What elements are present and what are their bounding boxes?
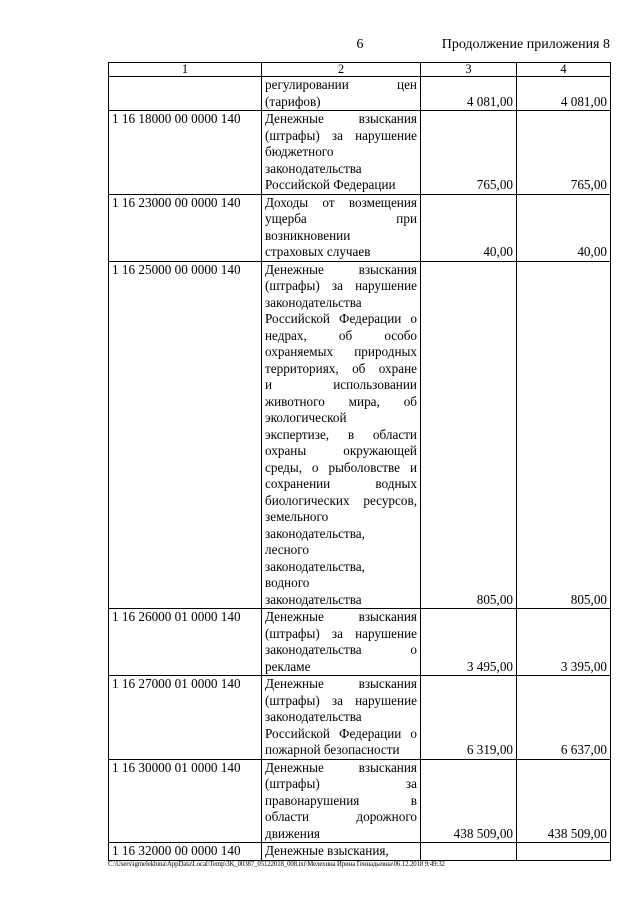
- amount-col4-cell: 438 509,00: [517, 759, 611, 843]
- description-line: экологической: [265, 410, 347, 425]
- table-row: [109, 77, 611, 111]
- amount-col3-cell: 438 509,00: [421, 759, 517, 843]
- budget-code-cell: 1 16 26000 01 0000 140: [109, 609, 262, 676]
- description-line: животного мира, об: [265, 393, 417, 409]
- budget-code-cell: 1 16 32000 00 0000 140: [109, 843, 262, 861]
- description-line: правонарушения в: [265, 792, 417, 808]
- description-cell: [262, 194, 421, 261]
- description-line: движения: [265, 825, 320, 841]
- description-line: возникновении: [265, 227, 351, 243]
- table-row: [109, 609, 611, 676]
- description-line: экспертизе, в области: [265, 426, 417, 442]
- description-line: Денежные взыскания: [265, 261, 417, 277]
- description-line: законодательства,: [265, 525, 365, 541]
- description-line: законодательства: [265, 591, 362, 607]
- budget-code-cell: [109, 77, 262, 111]
- table-row: [109, 194, 611, 261]
- description-cell: [262, 676, 421, 760]
- description-line: биологических ресурсов,: [265, 492, 417, 508]
- budget-code-cell: 1 16 30000 01 0000 140: [109, 759, 262, 843]
- amount-col4-cell: 40,00: [517, 194, 611, 261]
- amount-col4-cell: [517, 843, 611, 861]
- amount-col4-cell: 3 395,00: [517, 609, 611, 676]
- table-row: [109, 843, 611, 861]
- amount-col4-cell: 805,00: [517, 261, 611, 609]
- description-line: Российской Федерации: [265, 177, 396, 192]
- amount-col3-cell: 6 319,00: [421, 676, 517, 760]
- description-line: законодательства,: [265, 558, 365, 574]
- description-line: (штрафы) за нарушение: [265, 278, 417, 293]
- description-line: (штрафы) за нарушение: [265, 692, 417, 708]
- description-line: законодательства о: [265, 642, 417, 657]
- table-row: [109, 676, 611, 760]
- description-line: земельного: [265, 509, 329, 524]
- budget-table-body: [109, 63, 611, 861]
- table-row: [109, 759, 611, 843]
- description-line: законодательства: [265, 160, 362, 176]
- description-line: Денежные взыскания: [265, 759, 417, 775]
- column-header-1: 1: [109, 63, 262, 77]
- description-line: законодательства: [265, 709, 362, 724]
- table-row: [109, 111, 611, 195]
- table-row: [109, 261, 611, 609]
- amount-col3-cell: 765,00: [421, 111, 517, 195]
- budget-code-cell: 1 16 25000 00 0000 140: [109, 261, 262, 609]
- description-line: и использовании: [265, 377, 417, 392]
- description-line: (штрафы) за нарушение: [265, 625, 417, 641]
- description-line: (штрафы) за нарушение: [265, 127, 417, 143]
- description-line: Денежные взыскания: [265, 676, 417, 691]
- amount-col3-cell: 3 495,00: [421, 609, 517, 676]
- description-line: пожарной безопасности: [265, 742, 400, 757]
- column-header-4: 4: [517, 63, 611, 77]
- description-cell: [262, 111, 421, 195]
- description-line: Российской Федерации о: [265, 725, 417, 741]
- description-cell: [262, 759, 421, 843]
- amount-col3-cell: 805,00: [421, 261, 517, 609]
- amount-col4-cell: 765,00: [517, 111, 611, 195]
- page-number: 6: [356, 37, 364, 52]
- description-line: Денежные взыскания: [265, 111, 417, 126]
- description-line: регулировании цен: [265, 77, 417, 92]
- description-line: бюджетного: [265, 144, 334, 159]
- amount-col3-cell: [421, 843, 517, 861]
- continuation-label: Продолжение приложения 8: [441, 37, 610, 52]
- description-line: Денежные взыскания: [265, 609, 417, 624]
- column-number-row: [109, 63, 611, 77]
- description-cell: [262, 609, 421, 676]
- description-line: Российской Федерации о: [265, 311, 417, 326]
- budget-table: [108, 62, 611, 861]
- description-line: охраняемых природных: [265, 344, 417, 359]
- description-line: лесного: [265, 542, 309, 557]
- description-line: рекламе: [265, 658, 311, 674]
- description-cell: [262, 261, 421, 609]
- description-line: ущерба при: [265, 211, 417, 226]
- description-line: Доходы от возмещения: [265, 194, 417, 210]
- description-line: законодательства: [265, 294, 362, 310]
- description-line: Денежные взыскания,: [265, 843, 389, 858]
- description-line: страховых случаев: [265, 244, 371, 259]
- description-cell: [262, 843, 421, 861]
- budget-code-cell: 1 16 23000 00 0000 140: [109, 194, 262, 261]
- budget-code-cell: 1 16 27000 01 0000 140: [109, 676, 262, 760]
- amount-col3-cell: 40,00: [421, 194, 517, 261]
- description-line: водного: [265, 575, 310, 590]
- description-line: охраны окружающей: [265, 443, 417, 458]
- amount-col3-cell: 4 081,00: [421, 77, 517, 111]
- amount-col4-cell: 6 637,00: [517, 676, 611, 760]
- amount-col4-cell: 4 081,00: [517, 77, 611, 111]
- column-header-3: 3: [421, 63, 517, 77]
- description-line: территориях, об охране: [265, 360, 417, 376]
- description-line: сохранении водных: [265, 476, 417, 491]
- budget-code-cell: 1 16 18000 00 0000 140: [109, 111, 262, 195]
- description-line: недрах, об особо: [265, 327, 417, 343]
- description-line: среды, о рыболовстве и: [265, 459, 417, 475]
- description-cell: [262, 77, 421, 111]
- column-header-2: 2: [262, 63, 421, 77]
- description-line: (штрафы) за: [265, 776, 417, 791]
- description-line: области дорожного: [265, 809, 417, 824]
- file-path-footer: C:\Users\igmelekhina\AppData\Local\Temp\3K_00387_05122018_008.txt\Мелехина Ирина Геннадьевна\06.12.2018 9:49:32: [108, 861, 445, 868]
- description-line: (тарифов): [265, 93, 321, 109]
